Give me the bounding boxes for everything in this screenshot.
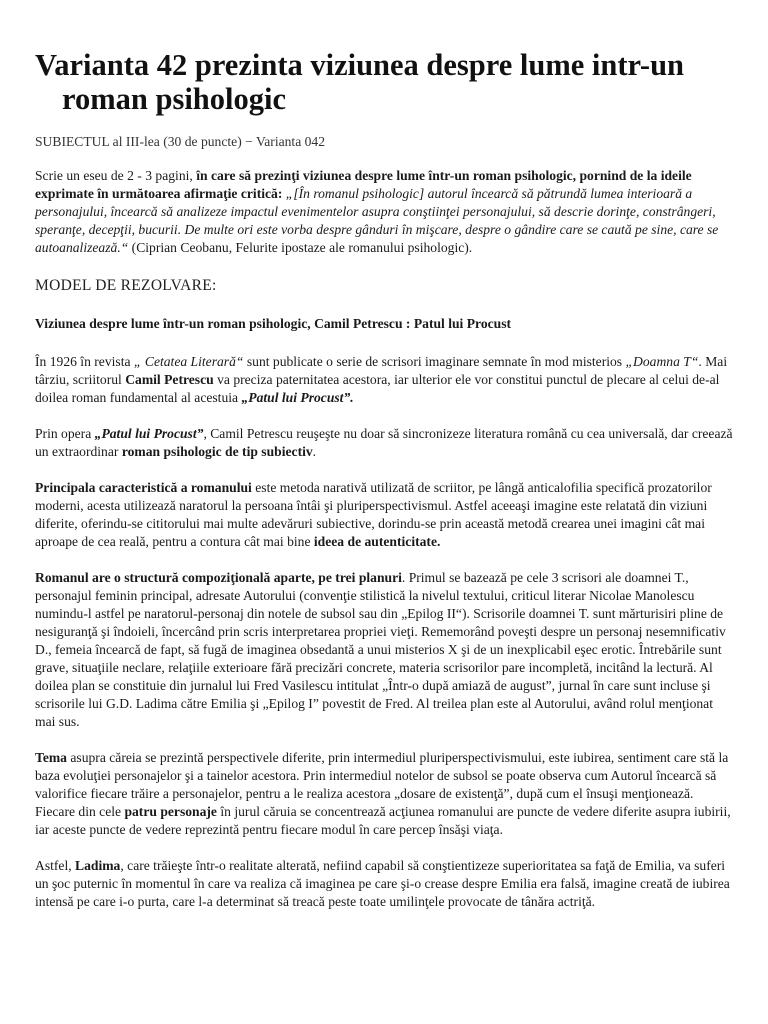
subject-line: SUBIECTUL al III-lea (30 de puncte) − Varianta 042 [35, 134, 326, 149]
task-paragraph [35, 167, 736, 257]
p4-text-1: . Primul se bazează pe cele 3 scrisori ale doamnei T., personajul feminin principal, adresate Autorului (convenţie stilistică la nivelul textului, criticul literar Nicolae Manolescu numindu-l astfel pe naratorul-personaj din notele de subsol sau din „Epilog II“). Scrisorile doamnei T. sunt mărturisiri pline de nesiguranţă şi îndoieli, încercând prin scris interpretarea propriei vieţi. Rememorând poveşti despre un personaj nesemnificativ D., femeia încearcă de fapt, să fugă de imaginea obsedantă a unui misterios X şi de un inexplicabil eşec erotic. Întrebările sunt grave, situaţiile neclare, relaţiile exterioare fără precizări concrete, materia scrisorilor pare incompletă, incitând la lectură. Al doilea plan se constituie din jurnalul lui Fred Vasilescu intitulat „Într-o după amiază de august”, jurnal în care sunt incluse şi scrisorile lui G.D. Ladima către Emilia şi „Epilog I” povestit de Fred. Al treilea plan este al Autorului, având rolul menţionat mai sus. [35, 570, 726, 729]
p5-bold-1: Tema [35, 750, 67, 765]
p3-text-1: este metoda narativă utilizată de scriitor, pe lângă anticalofilia specifică prozatorilor moderni, acesta utilizează naratorul la persoana întâi şi pluriperspectivismul. Astfel aceeaşi imagine este relatată din viziuni diferite, oferindu-se cititorului mai multe adevăruri subiective, dorindu-se prin această metodă crearea unei imagini cât mai aproape de cea reală, pentru a contura cât mai bine [35, 480, 712, 549]
p3-bold-2: ideea de autenticitate. [313, 534, 441, 549]
p1-italic-1: „ Cetatea Literară“ [133, 354, 244, 369]
model-heading: MODEL DE REZOLVARE: [35, 277, 217, 294]
task-text: Scrie un eseu de 2 - 3 pagini, [35, 168, 197, 183]
p2-text-1: Prin opera [35, 426, 95, 441]
p5-text-1: asupra căreia se prezintă perspectivele diferite, prin intermediul pluriperspectivismului, este iubirea, sentiment care stă la baza evoluţiei personajelor şi a tainelor acestora. Prin intermediul notelor de subsol se poate observa cum Autorul încearcă să valorifice fiecare trăire a personajelor, pentru a le realiza acestora „dosare de existenţă”, după cum el însuşi menţionează. Fiecare din cele [35, 750, 729, 819]
p6-text-2: , care trăieşte într-o realitate alterată, nefiind capabil să conştientizeze superioritatea sa faţă de Emilia, va suferi un şoc puternic în momentul în care va realiza că imaginea pe care şi-o crease despre Emilia era falsă, imagine creată de iubirea intensă pe care i-o purta, care l-a determinat să treacă peste toate umilinţele provocate de tânăra actriţă. [35, 858, 730, 909]
paragraph-4 [35, 569, 736, 731]
p4-bold-1: Romanul are o structură compoziţională aparte, pe trei planuri [35, 570, 402, 585]
p1-bold-1: Camil Petrescu [125, 372, 214, 387]
p5-bold-2: patru personaje [124, 804, 217, 819]
p2-bold-1: roman psihologic de tip subiectiv [121, 444, 313, 459]
task-bold-text: în care să prezinţi viziunea despre lume într-un roman psihologic, pornind de la ideile exprimate în următoarea afirmaţie critică: [35, 168, 692, 201]
p6-text-1: Astfel, [35, 858, 76, 873]
p2-bold-italic-text: „Patul lui Procust” [94, 426, 204, 441]
essay-heading [35, 315, 736, 333]
p6-bold-1: Ladima [75, 858, 121, 873]
p1-text-4: va preciza paternitatea acestora, iar ulterior ele vor constitui punctul de plecare al celui de-al doilea roman fundamental al acestuia [35, 372, 720, 405]
paragraph-5 [35, 749, 736, 839]
p3-bold-1: Principala caracteristică a romanului [35, 480, 252, 495]
p1-bold-italic-text: „Patul lui Procust”. [241, 390, 354, 405]
task-citation: (Ciprian Ceobanu, Felurite ipostaze ale romanului psihologic). [128, 240, 473, 255]
document-title: Varianta 42 prezinta viziunea despre lume intr-un roman psihologic [35, 48, 684, 116]
p1-text-1: În 1926 în revista [35, 354, 134, 369]
paragraph-1 [35, 353, 736, 407]
p2-text-3: . [312, 444, 317, 459]
p5-text-2: în jurul căruia se concentrează acţiunea romanului are puncte de vedere diferite asupra iubirii, iar aceste puncte de vedere reprezintă pentru fiecare modul în care percep însăşi viaţa. [35, 804, 731, 837]
p1-text-3: . Mai târziu, scriitorul [35, 354, 728, 387]
paragraph-6 [35, 857, 736, 911]
p2-bold-italic-1 [95, 426, 204, 441]
p1-text-2: sunt publicate o serie de scrisori imaginare semnate în mod misterios [243, 354, 626, 369]
p1-bold-italic-1 [241, 390, 353, 405]
p1-italic-2: „Doamna T“ [625, 354, 699, 369]
paragraph-2 [35, 425, 736, 461]
paragraph-3 [35, 479, 736, 551]
p2-text-2: , Camil Petrescu reuşeşte nu doar să sincronizeze literatura română cu cea universală, dar creează un extraordinar [35, 426, 733, 459]
task-quote: „[În romanul psihologic] autorul încearcă să pătrundă lumea interioară a personajului, încearcă să analizeze impactul evenimentelor asupra conştiinţei personajului, să descrie dorinţe, constrângeri, speranţe, decepţii, bucurii. De multe ori este vorba despre gânduri în mişcare, despre o gândire care se caută pe sine, care se autoanalizează.“ [35, 186, 719, 255]
essay-heading-text: Viziunea despre lume într-un roman psihologic, Camil Petrescu : Patul lui Procust [35, 316, 512, 331]
